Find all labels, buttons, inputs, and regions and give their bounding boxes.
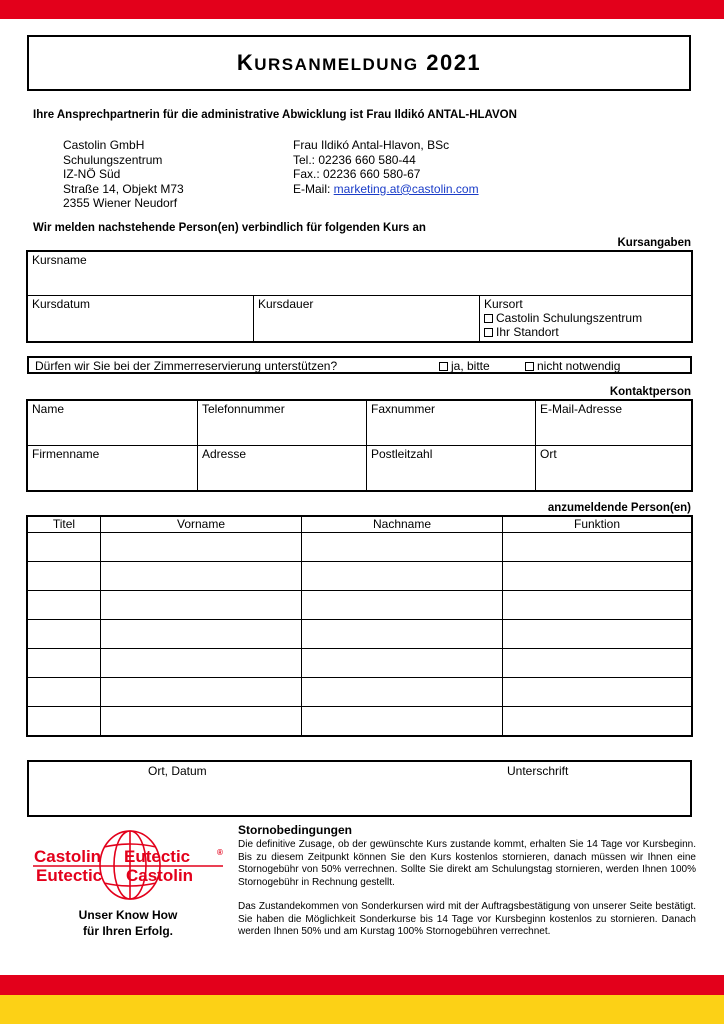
table-cell[interactable] — [503, 591, 692, 620]
address-line: 2355 Wiener Neudorf — [63, 196, 178, 211]
field-label: Telefonnummer — [202, 402, 285, 416]
slogan-line: für Ihren Erfolg. — [83, 924, 173, 938]
logo-text-castolin-1: Castolin — [34, 847, 102, 866]
location-option-label: Ihr Standort — [496, 325, 559, 339]
room-option-yes[interactable] — [439, 359, 490, 373]
course-location-label: Kursort — [484, 297, 523, 311]
table-cell[interactable] — [503, 707, 692, 736]
address-field[interactable] — [198, 446, 367, 491]
table-row — [28, 562, 692, 591]
address-line: Schulungszentrum — [63, 152, 163, 167]
checkbox[interactable] — [484, 314, 493, 323]
bottom-yellow-band — [0, 995, 724, 1024]
table-cell[interactable] — [28, 707, 101, 736]
contact-fax-field[interactable] — [367, 401, 536, 446]
email-label: E-Mail: — [293, 181, 334, 196]
checkbox[interactable] — [484, 328, 493, 337]
address-line: Castolin GmbH — [63, 138, 145, 152]
room-option-no[interactable] — [525, 359, 620, 373]
contact-email-row — [293, 182, 479, 197]
table-cell[interactable] — [302, 533, 503, 562]
table-cell[interactable] — [302, 649, 503, 678]
location-option-label: Castolin Schulungszentrum — [496, 311, 643, 325]
table-row — [28, 591, 692, 620]
logo-registered: ® — [217, 848, 223, 857]
course-name-field[interactable] — [28, 252, 692, 296]
email-link[interactable]: marketing.at@castolin.com — [333, 181, 479, 196]
table-cell[interactable] — [28, 649, 101, 678]
checkbox[interactable] — [439, 362, 448, 371]
table-cell[interactable] — [101, 620, 302, 649]
table-cell[interactable] — [302, 562, 503, 591]
course-name-label: Kursname — [32, 253, 87, 267]
participants-table — [27, 516, 692, 736]
contact-fax: Fax.: 02236 660 580-67 — [293, 167, 421, 182]
contact-email-field[interactable] — [536, 401, 692, 446]
address-line: IZ-NÖ Süd — [63, 167, 121, 182]
course-duration-field[interactable] — [254, 296, 480, 342]
table-cell[interactable] — [28, 533, 101, 562]
column-header-function: Funktion — [503, 517, 692, 533]
table-row — [28, 649, 692, 678]
field-label: Faxnummer — [371, 402, 436, 416]
table-row — [28, 678, 692, 707]
course-date-field[interactable] — [28, 296, 254, 342]
field-label: Postleitzahl — [371, 447, 433, 461]
logo-text-eutectic-2: Eutectic — [36, 866, 103, 885]
top-red-band — [0, 0, 724, 19]
section-label-contact: Kontaktperson — [609, 386, 691, 398]
section-label-course: Kursangaben — [617, 237, 691, 249]
signature-box — [27, 760, 692, 817]
room-option-label: nicht notwendig — [537, 359, 621, 373]
table-cell[interactable] — [503, 562, 692, 591]
table-row — [28, 620, 692, 649]
table-cell[interactable] — [503, 649, 692, 678]
cancellation-paragraph-2: Das Zustandekommen von Sonderkursen wird mit der Auftragsbestätigung von unserer Seite bestätigt. Sie haben die Möglichkeit Sonderkurse bis 14 Tage vor Kursbeginn kostenlos zu stornieren. Danach werden Ihnen 50% und am Kurstag 100% Stornogebühren verrechnet. — [238, 901, 696, 938]
column-header-lastname: Nachname — [302, 517, 503, 533]
table-cell[interactable] — [101, 678, 302, 707]
room-option-label: ja, bitte — [451, 359, 490, 373]
checkbox[interactable] — [525, 362, 534, 371]
location-option-own[interactable] — [484, 325, 687, 339]
castolin-eutectic-logo — [33, 829, 226, 901]
course-location-field — [480, 296, 692, 342]
signature-label: Unterschrift — [507, 764, 569, 778]
field-label: Name — [32, 402, 65, 416]
cancellation-paragraph-1: Die definitive Zusage, ob der gewünschte Kurs zustande kommt, erhalten Sie 14 Tage vor Kursbeginn. Bis zu diesem Zeitpunkt können Sie den Kurs kostenlos stornieren, danach müssen wir Ihnen eine Stornogebühr von 50% verrechnen. Sollte Sie direkt am Schulungstag stornieren, werden Ihnen 100% Stornogebühr in Rechnung gestellt. — [238, 839, 696, 888]
table-cell[interactable] — [28, 562, 101, 591]
bottom-red-band — [0, 975, 724, 995]
location-option-castolin[interactable] — [484, 311, 687, 325]
field-label: Firmenname — [32, 447, 100, 461]
room-question: Dürfen wir Sie bei der Zimmerreservierung unterstützen? — [35, 359, 338, 373]
table-cell[interactable] — [101, 707, 302, 736]
table-cell[interactable] — [101, 562, 302, 591]
contact-phone-field[interactable] — [198, 401, 367, 446]
address-line: Straße 14, Objekt M73 — [63, 181, 184, 196]
logo-text-eutectic-1: Eutectic — [124, 847, 191, 866]
field-label: Adresse — [202, 447, 247, 461]
contact-person-table — [27, 400, 692, 491]
table-cell[interactable] — [302, 591, 503, 620]
table-cell[interactable] — [302, 678, 503, 707]
cancellation-title: Stornobedingungen — [238, 823, 352, 837]
table-cell[interactable] — [101, 533, 302, 562]
signature-field[interactable] — [369, 780, 689, 817]
table-cell[interactable] — [28, 620, 101, 649]
page-title — [237, 50, 481, 76]
contact-phone: Tel.: 02236 660 580-44 — [293, 152, 416, 167]
table-cell[interactable] — [503, 533, 692, 562]
table-cell[interactable] — [503, 678, 692, 707]
city-field[interactable] — [536, 446, 692, 491]
company-address — [63, 138, 184, 211]
postcode-field[interactable] — [367, 446, 536, 491]
place-date-label: Ort, Datum — [148, 764, 207, 778]
contact-name-field[interactable] — [28, 401, 198, 446]
column-header-firstname: Vorname — [101, 517, 302, 533]
table-cell[interactable] — [503, 620, 692, 649]
course-duration-label: Kursdauer — [258, 297, 314, 311]
slogan — [58, 907, 198, 939]
table-cell[interactable] — [101, 591, 302, 620]
company-name-field[interactable] — [28, 446, 198, 491]
column-header-title: Titel — [28, 517, 101, 533]
table-cell[interactable] — [302, 620, 503, 649]
title-box — [27, 35, 691, 91]
table-cell[interactable] — [28, 591, 101, 620]
table-cell[interactable] — [101, 649, 302, 678]
logo-text-castolin-2: Castolin — [126, 866, 194, 885]
table-row — [28, 707, 692, 736]
room-reservation-row — [27, 356, 692, 374]
contact-person-name: Frau Ildikó Antal-Hlavon, BSc — [293, 138, 450, 152]
slogan-line: Unser Know How — [78, 908, 178, 922]
section-label-participants: anzumeldende Person(en) — [547, 502, 691, 514]
course-table — [27, 251, 692, 342]
table-row — [28, 533, 692, 562]
table-cell[interactable] — [302, 707, 503, 736]
table-cell[interactable] — [28, 678, 101, 707]
course-date-label: Kursdatum — [32, 297, 91, 311]
field-label: Ort — [540, 447, 557, 461]
title-rest: URSANMELDUNG — [254, 55, 419, 74]
register-heading: Wir melden nachstehende Person(en) verbindlich für folgenden Kurs an — [33, 222, 426, 234]
title-year: 2021 — [426, 50, 482, 75]
place-date-field[interactable] — [29, 780, 359, 817]
contact-details — [293, 138, 479, 196]
title-initial: K — [236, 50, 255, 75]
field-label: E-Mail-Adresse — [540, 402, 623, 416]
contact-heading: Ihre Ansprechpartnerin für die administrative Abwicklung ist Frau Ildikó ANTAL-HLAVON — [33, 109, 517, 121]
